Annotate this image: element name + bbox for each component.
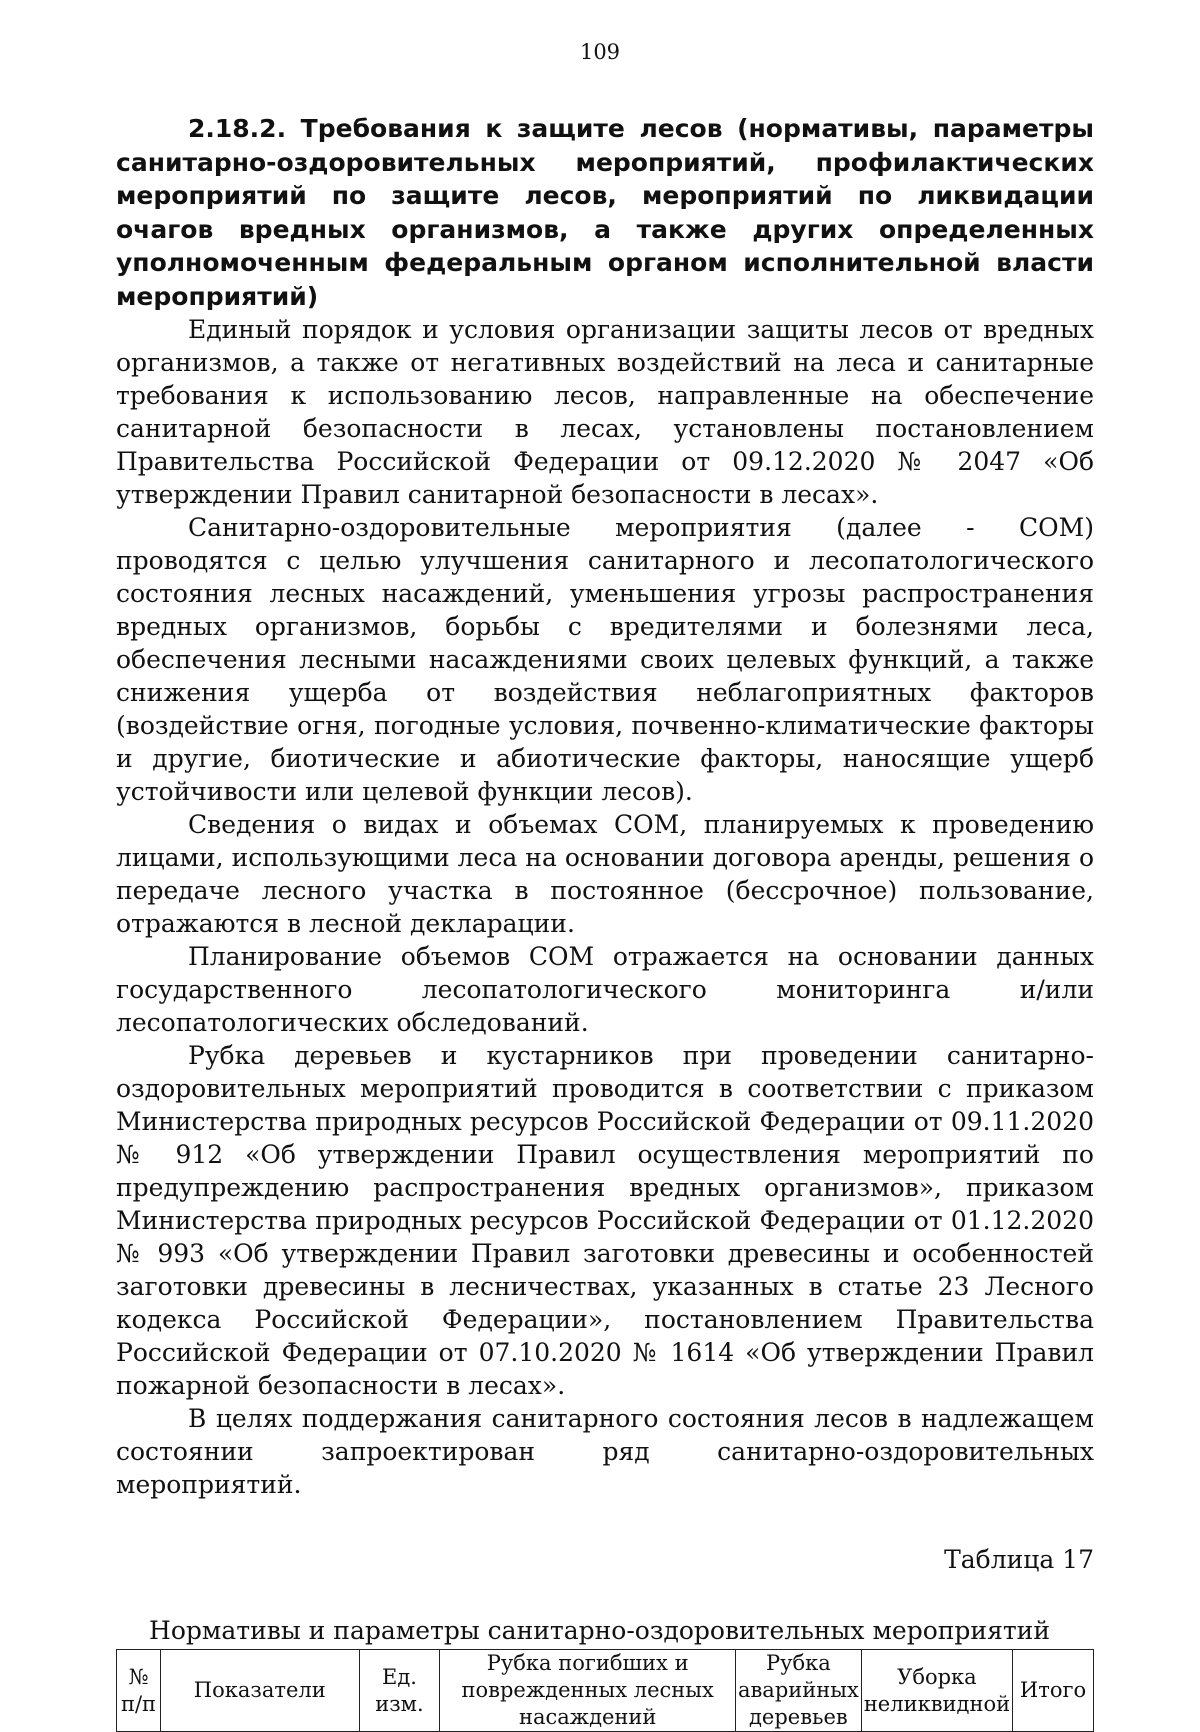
header-cell-indicators: Показатели [161, 1650, 359, 1732]
section-title: Требования к защите лесов (нормативы, параметры санитарно-оздоровительных мероприятий, профилактических мероприятий по защите лесов, мероприятий по ликвидации очагов вредных организмов, а также других определенных уполномоченным федеральным органом исполнительной власти мероприятий) [116, 114, 1094, 311]
paragraph: Сведения о видах и объемах СОМ, планируемых к проведению лицами, использующими леса на основании договора аренды, решения о передаче лесного участка в постоянное (бессрочное) пользование, отражаются в лесной декларации. [116, 810, 1094, 938]
header-cell-dead-stand-felling: Рубка погибших и поврежденных лесных насаждений [440, 1650, 736, 1732]
table-caption: Таблица 17 [944, 1545, 1094, 1574]
section-number: 2.18.2. [188, 114, 287, 143]
norms-table [116, 1649, 1094, 1732]
table-title: Нормативы и параметры санитарно-оздоровительных мероприятий [149, 1616, 1050, 1645]
section-heading [116, 112, 1094, 313]
header-cell-number: № п/п [117, 1650, 161, 1732]
paragraph: Санитарно-оздоровительные мероприятия (далее - СОМ) проводятся с целью улучшения санитарного и лесопатологического состояния лесных насаждений, уменьшения угрозы распространения вредных организмов, борьбы с вредителями и болезнями леса, обеспечения лесными насаждениями своих целевых функций, а также снижения ущерба от воздействия неблагоприятных факторов (воздействие огня, погодные условия, почвенно-климатические факторы и другие, биотические и абиотические факторы, наносящие ущерб устойчивости или целевой функции лесов). [116, 513, 1094, 806]
header-cell-unit: Ед. изм. [359, 1650, 440, 1732]
table-header-row [117, 1650, 1094, 1732]
page-content [116, 112, 1094, 1732]
header-cell-illiquid-cleanup: Уборка неликвидной [861, 1650, 1012, 1732]
page-number: 109 [579, 40, 621, 64]
paragraph: В целях поддержания санитарного состояния лесов в надлежащем состоянии запроектирован ряд санитарно-оздоровительных мероприятий. [116, 1404, 1094, 1499]
header-cell-total: Итого [1013, 1650, 1094, 1732]
header-cell-hazard-tree-felling: Рубка аварийных деревьев [735, 1650, 861, 1732]
paragraph: Рубка деревьев и кустарников при проведении санитарно-оздоровительных мероприятий проводится в соответствии с приказом Министерства природных ресурсов Российской Федерации от 09.11.2020 № 912 «Об утверждении Правил осуществления мероприятий по предупреждению распространения вредных организмов», приказом Министерства природных ресурсов Российской Федерации от 01.12.2020 № 993 «Об утверждении Правил заготовки древесины и особенностей заготовки древесины в лесничествах, указанных в статье 23 Лесного кодекса Российской Федерации», постановлением Правительства Российской Федерации от 07.10.2020 № 1614 «Об утверждении Правил пожарной безопасности в лесах». [116, 1041, 1094, 1400]
paragraph: Единый порядок и условия организации защиты лесов от вредных организмов, а также от негативных воздействий на леса и санитарные требования к использованию лесов, направленные на обеспечение санитарной безопасности в лесах, установлены постановлением Правительства Российской Федерации от 09.12.2020 № 2047 «Об утверждении Правил санитарной безопасности в лесах». [116, 315, 1094, 509]
paragraph: Планирование объемов СОМ отражается на основании данных государственного лесопатологического мониторинга и/или лесопатологических обследований. [116, 942, 1094, 1037]
